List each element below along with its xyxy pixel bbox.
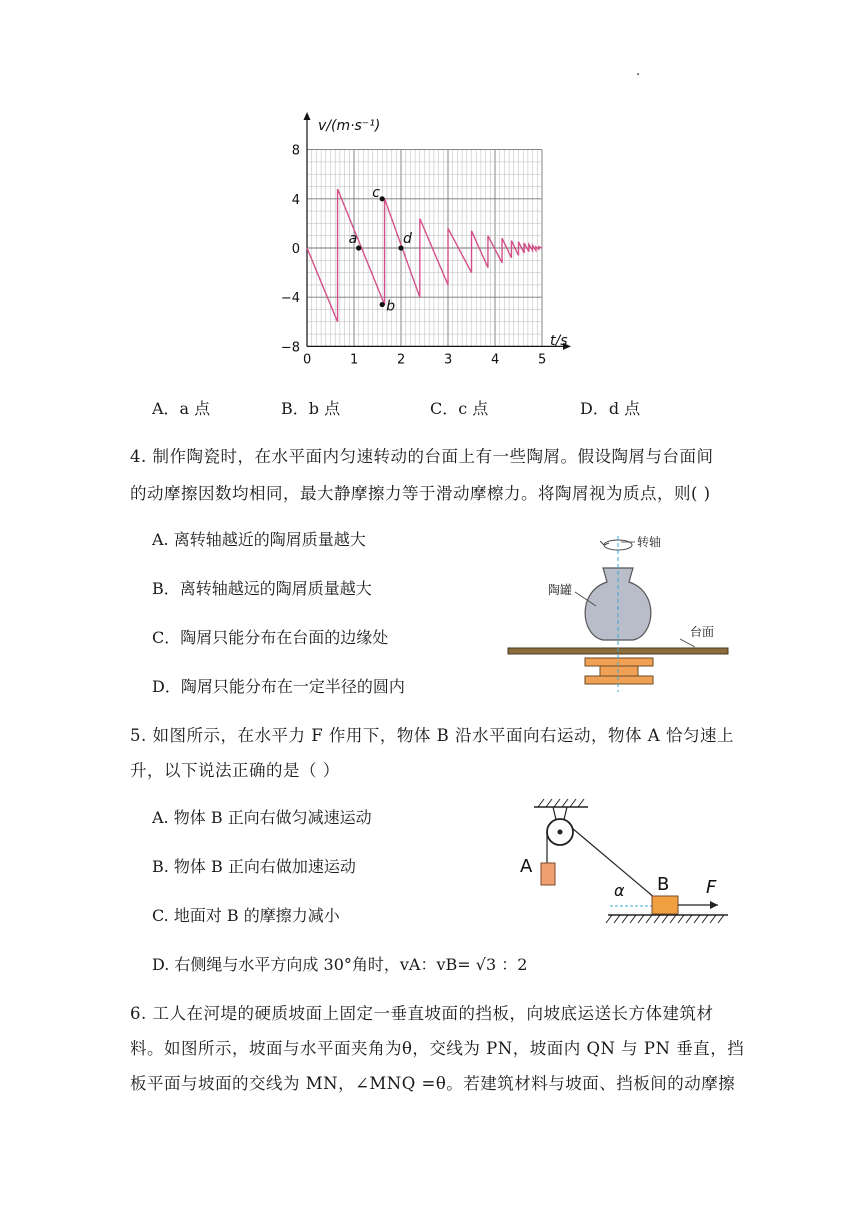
point-label-a: a	[348, 231, 358, 247]
x-tick-label: 2	[397, 352, 406, 368]
x-axis-label: t/s	[550, 333, 568, 349]
axis-label: 转轴	[637, 535, 662, 549]
q4-stem-line2: 的动摩擦因数均相同，最大静摩擦力等于滑动摩檫力。将陶屑视为质点，则( )	[130, 484, 711, 503]
q5-option-d[interactable]: D. 右侧绳与水平方向成 30°角时，vA：vB= √3 ：2	[152, 955, 528, 974]
chart-axes	[304, 112, 572, 350]
y-tick-label: −8	[280, 340, 300, 356]
velocity-time-chart	[280, 108, 580, 378]
point-c	[380, 196, 385, 201]
q5-option-c[interactable]: C. 地面对 B 的摩擦力减小	[152, 906, 340, 925]
q4-stem-line1: 4. 制作陶瓷时，在水平面内匀速转动的台面上有一些陶屑。假设陶屑与台面间	[130, 447, 714, 466]
q3-option-b[interactable]: B．b 点	[281, 399, 341, 418]
q6-line1: 6. 工人在河堤的硬质坡面上固定一垂直坡面的挡板，向坡底运送长方体建筑材	[130, 1004, 714, 1023]
x-tick-label: 4	[491, 352, 500, 368]
block-b-label: B	[657, 874, 670, 895]
x-tick-label: 1	[350, 352, 359, 368]
block-a-label: A	[520, 856, 533, 877]
q5-option-b[interactable]: B. 物体 B 正向右做加速运动	[152, 857, 356, 876]
y-tick-label: 0	[291, 242, 300, 257]
point-b	[380, 302, 385, 307]
page-mark: .	[636, 64, 641, 79]
q5-option-a[interactable]: A. 物体 B 正向右做匀减速运动	[152, 808, 372, 827]
y-axis-label: v/(m·s⁻¹)	[318, 118, 381, 134]
force-f-label: F	[706, 877, 717, 898]
chart-tick-labels	[281, 144, 546, 368]
q4-option-c[interactable]: C．陶屑只能分布在台面的边缘处	[152, 628, 389, 647]
pottery-wheel-figure	[500, 530, 740, 695]
y-tick-label: −4	[280, 291, 300, 307]
q3-option-c[interactable]: C．c 点	[430, 399, 489, 418]
point-label-b: b	[386, 298, 396, 315]
q6-line2: 料。如图所示，坡面与水平面夹角为θ，交线为 PN，坡面内 QN 与 PN 垂直，挡	[130, 1039, 745, 1058]
y-axis-arrow	[304, 112, 311, 120]
point-label-c: c	[372, 184, 380, 201]
x-tick-label: 5	[538, 352, 547, 368]
x-tick-label: 0	[303, 352, 312, 368]
q6-line3: 板平面与坡面的交线为 MN，∠MNQ =θ。若建筑材料与坡面、挡板间的动摩擦	[130, 1074, 736, 1093]
x-tick-label: 3	[444, 352, 453, 368]
point-label-d: d	[403, 231, 412, 247]
q3-option-a[interactable]: A．a 点	[152, 399, 211, 418]
q4-option-b[interactable]: B．离转轴越远的陶屑质量越大	[152, 579, 372, 598]
q5-stem-line1: 5. 如图所示，在水平力 F 作用下，物体 B 沿水平面向右运动，物体 A 恰匀速上	[130, 726, 734, 745]
q3-option-d[interactable]: D．d 点	[580, 399, 641, 418]
q4-option-d[interactable]: D．陶屑只能分布在一定半径的圆内	[152, 677, 405, 696]
pulley-figure	[510, 795, 735, 930]
q4-option-a[interactable]: A. 离转轴越近的陶屑质量越大	[152, 530, 366, 549]
y-tick-label: 4	[291, 192, 300, 208]
jar-label: 陶罐	[548, 583, 573, 597]
table-label: 台面	[690, 625, 715, 639]
y-tick-label: 8	[291, 143, 300, 159]
alpha-label: α	[614, 881, 625, 900]
q5-stem-line2: 升，以下说法正确的是（ ）	[130, 761, 340, 780]
